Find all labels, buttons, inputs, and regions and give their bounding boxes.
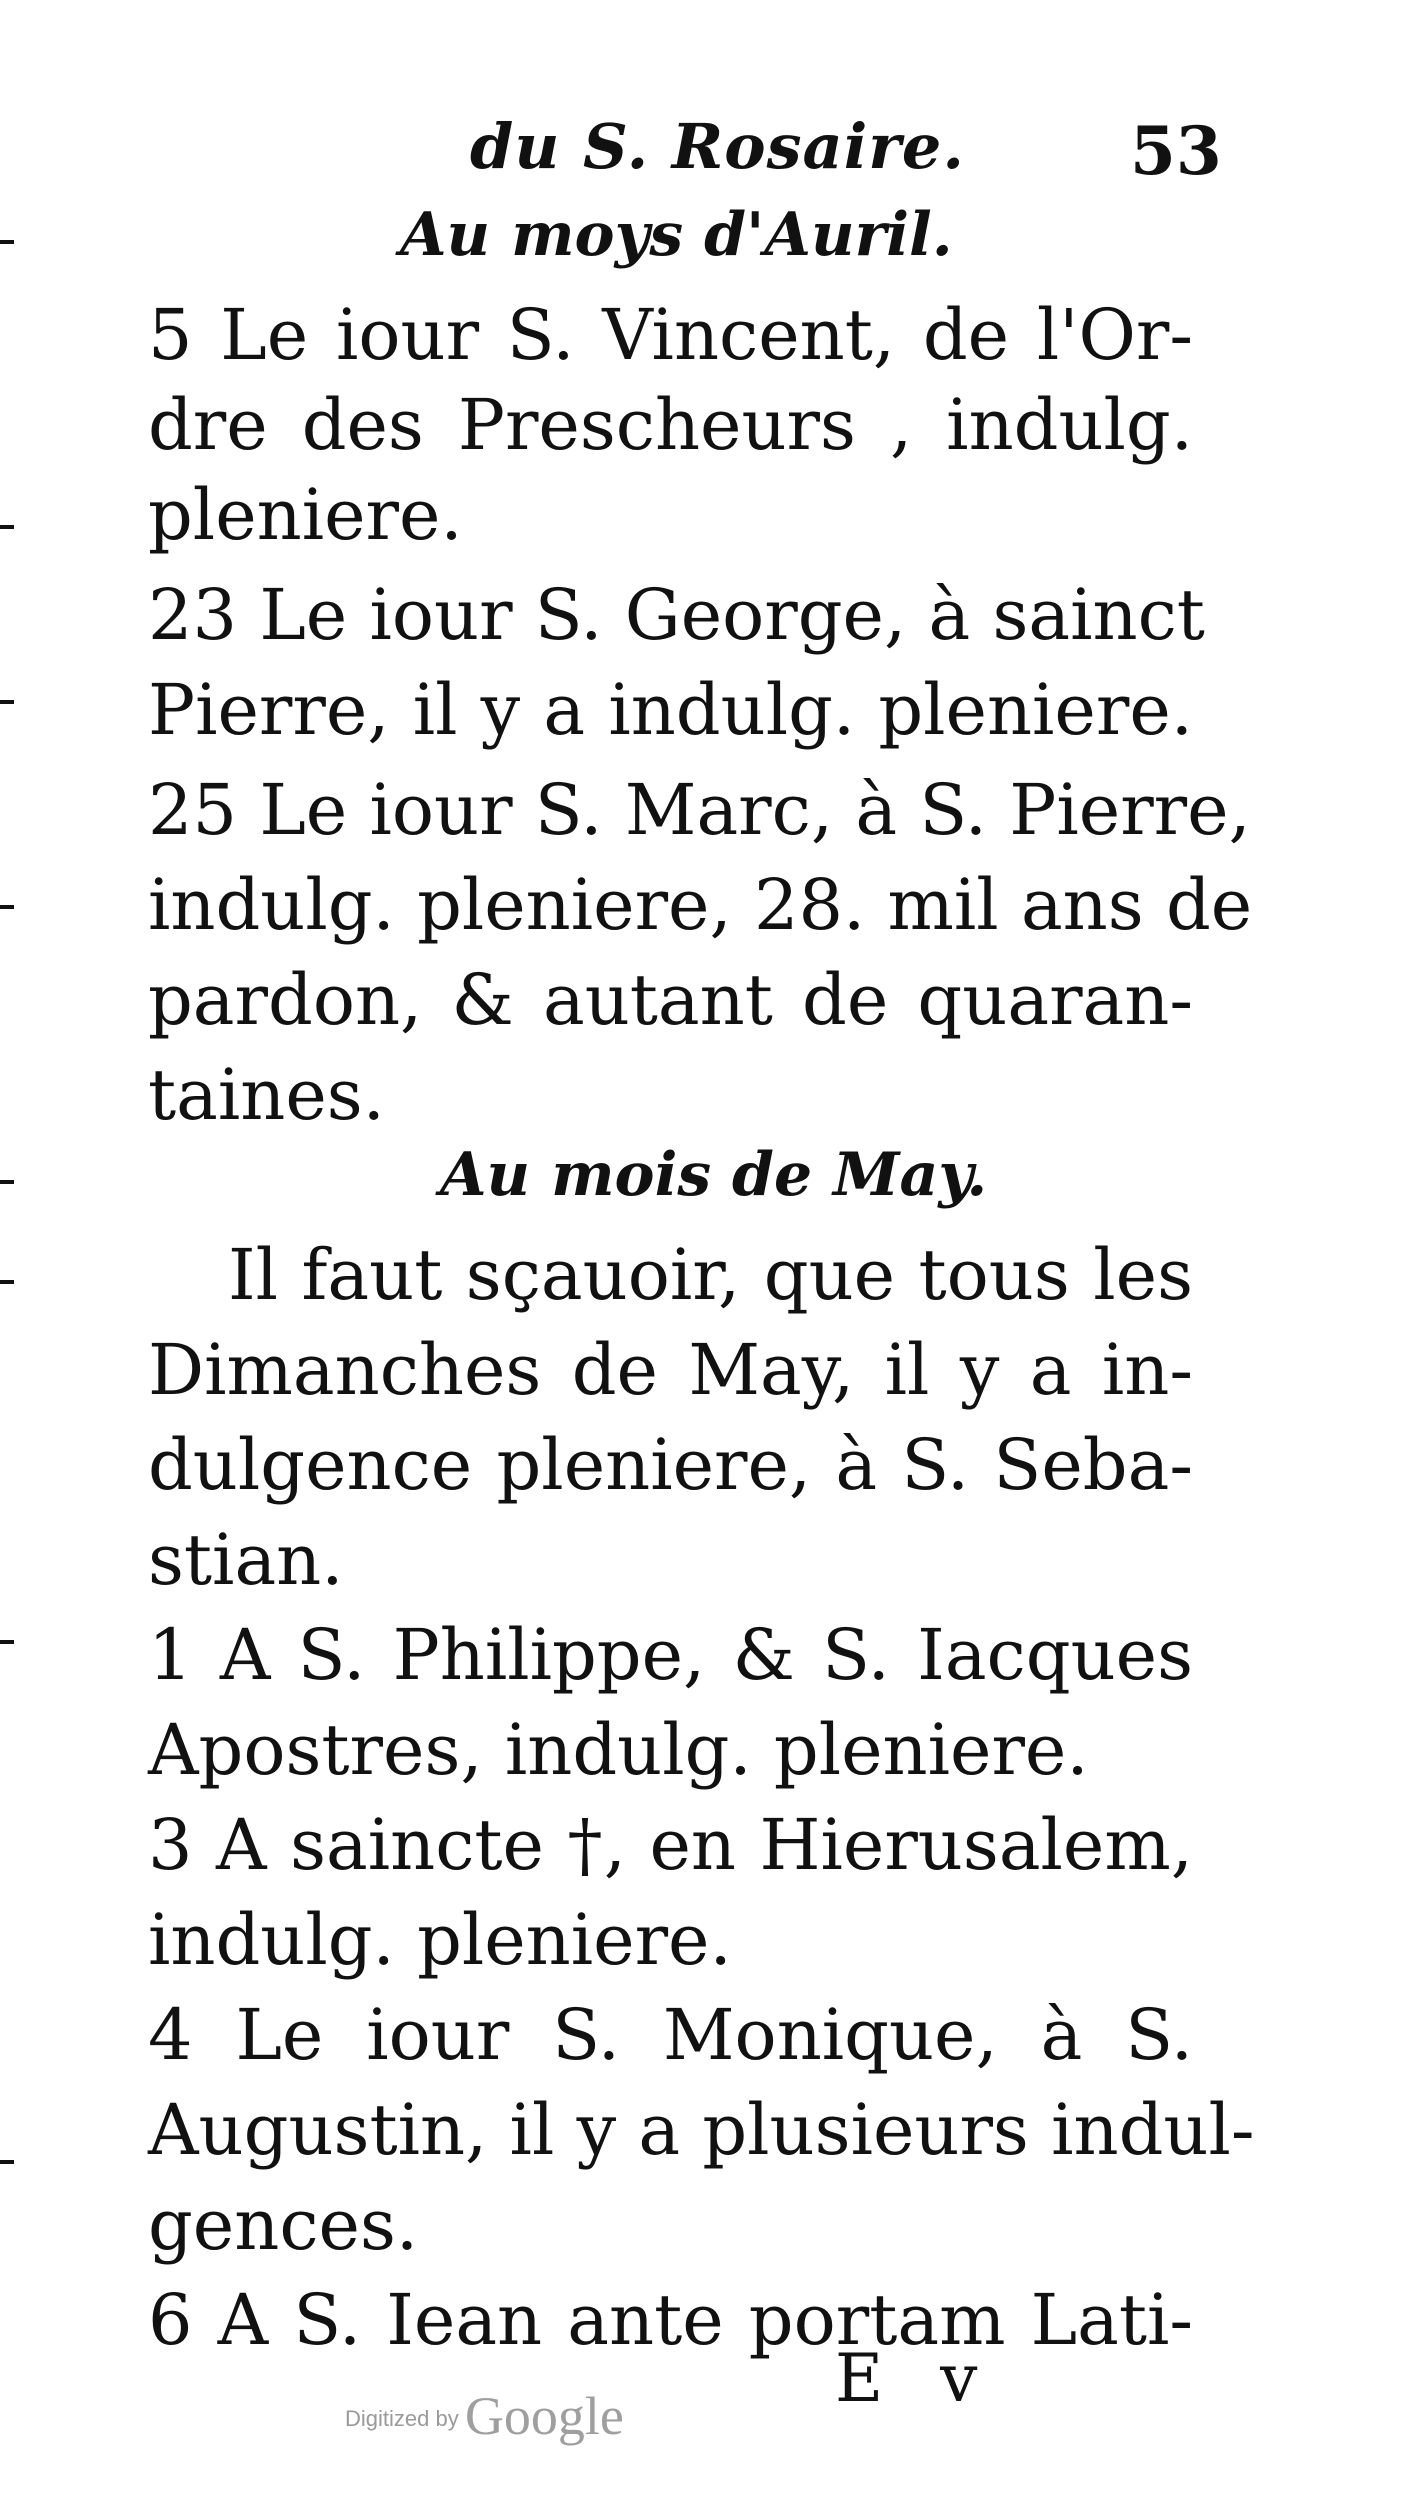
text-line: 3 A saincte †, en Hierusalem, — [148, 1804, 1193, 1886]
text-line: 4 Le iour S. Monique, à S. — [148, 1994, 1193, 2076]
text-line: indulg. pleniere, 28. mil ans de — [148, 864, 1253, 946]
section-heading-april: Au moys d'Auril. — [400, 200, 953, 270]
digitized-watermark — [345, 2385, 624, 2447]
text-line: Dimanches de May, il y a in- — [148, 1329, 1193, 1411]
edge-mark — [0, 700, 14, 704]
edge-mark — [0, 525, 14, 529]
text-line: Il faut sçauoir, que tous les — [228, 1234, 1193, 1316]
edge-mark — [0, 240, 14, 244]
edge-mark — [0, 905, 14, 909]
edge-mark — [0, 1280, 14, 1284]
text-line: taines. — [148, 1054, 385, 1136]
edge-mark — [0, 2160, 14, 2164]
text-line: Augustin, il y a plusieurs indul- — [148, 2089, 1255, 2171]
text-line: 1 A S. Philippe, & S. Iacques — [148, 1614, 1193, 1696]
text-line: 23 Le iour S. George, à sainct — [148, 574, 1205, 656]
text-line: indulg. pleniere. — [148, 1899, 732, 1981]
text-line: Apostres, indulg. pleniere. — [148, 1709, 1089, 1791]
text-line: pleniere. — [148, 474, 463, 556]
running-title: du S. Rosaire. — [470, 110, 965, 183]
text-line: dre des Prescheurs , indulg. — [148, 384, 1193, 466]
text-line: Pierre, il y a indulg. pleniere. — [148, 669, 1193, 751]
text-line: stian. — [148, 1519, 344, 1601]
text-line: 5 Le iour S. Vincent, de l'Or- — [148, 294, 1193, 376]
edge-mark — [0, 1640, 14, 1644]
section-heading-may: Au mois de May. — [440, 1140, 988, 1210]
text-line: gences. — [148, 2184, 419, 2266]
page-number: 53 — [1130, 112, 1222, 190]
text-line: 25 Le iour S. Marc, à S. Pierre, — [148, 769, 1251, 851]
text-line: dulgence pleniere, à S. Seba- — [148, 1424, 1193, 1506]
signature-mark: E v — [835, 2340, 996, 2417]
edge-mark — [0, 1180, 14, 1184]
digitized-prefix: Digitized by — [345, 2406, 459, 2431]
text-line: pardon, & autant de quaran- — [148, 959, 1193, 1041]
text-line: 6 A S. Iean ante portam Lati- — [148, 2279, 1193, 2361]
google-logo: Google — [464, 2386, 624, 2446]
